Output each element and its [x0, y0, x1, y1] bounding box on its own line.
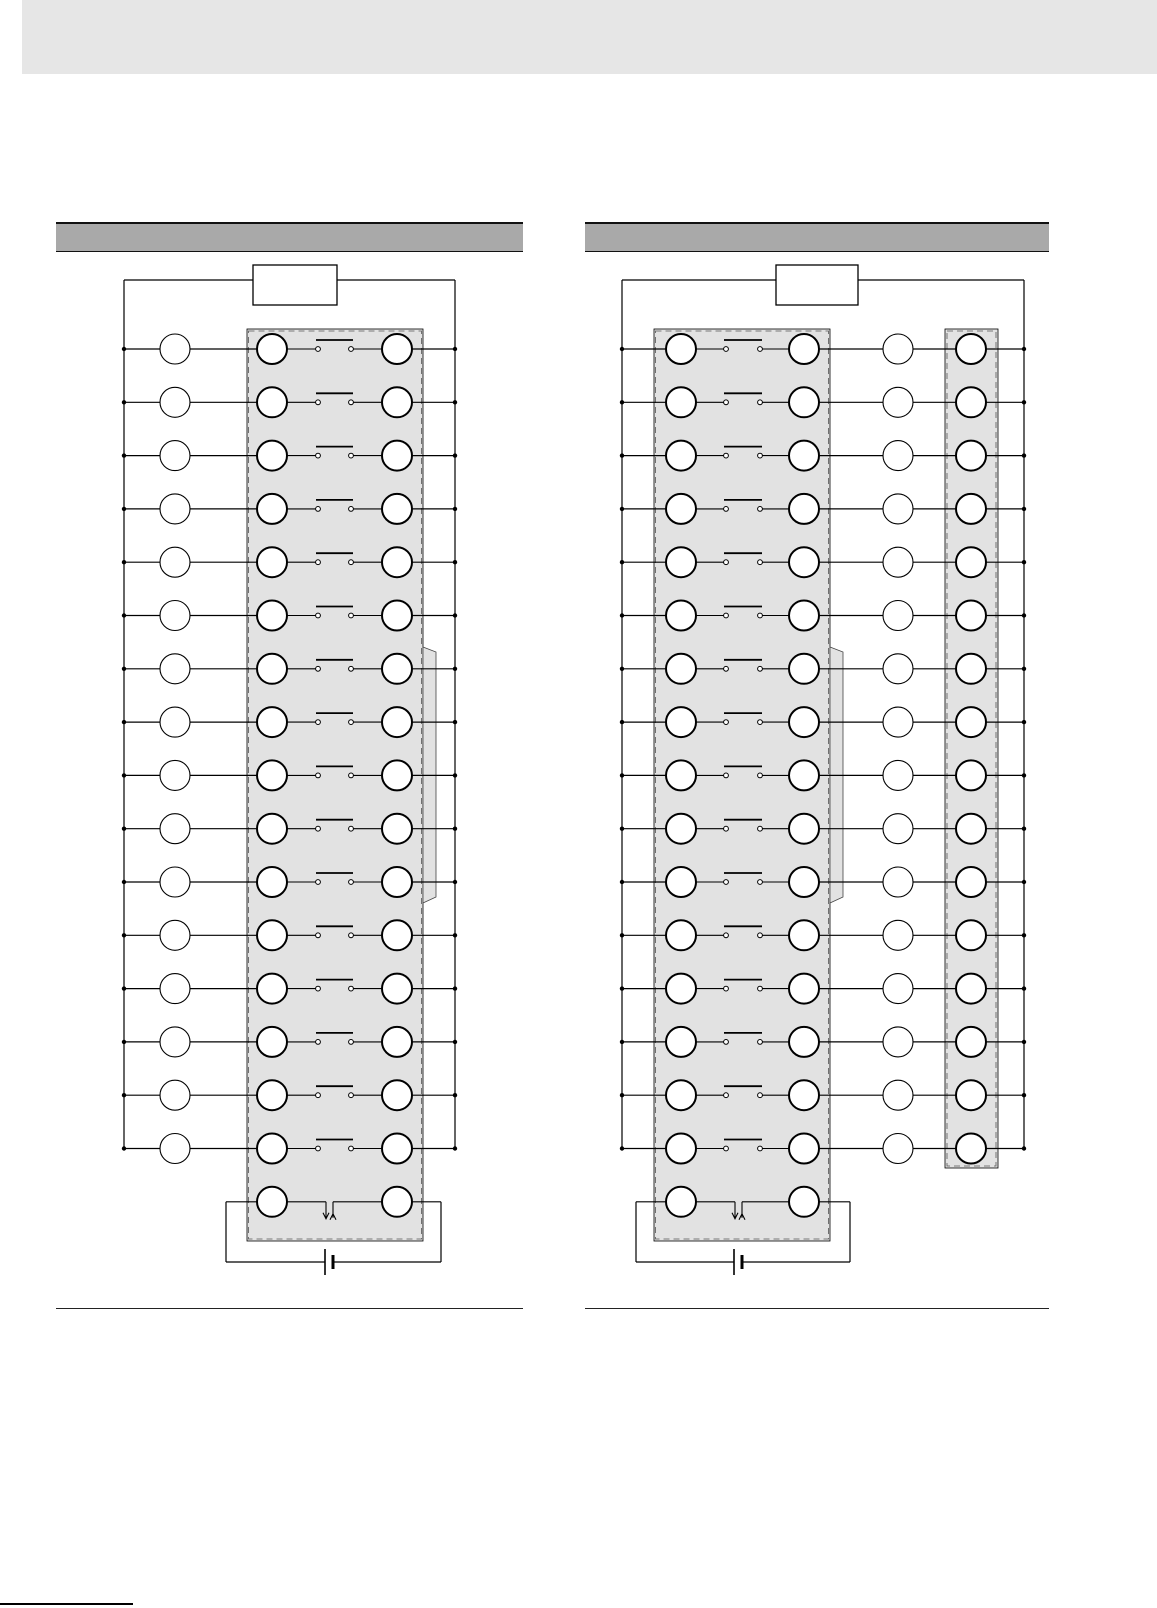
- left-input-device: [160, 601, 190, 631]
- right-common-terminal-a: [666, 1187, 696, 1217]
- right-switch-contact-a: [724, 613, 729, 618]
- right-switch-contact-b: [758, 933, 763, 938]
- right-terminal-b: [789, 974, 819, 1004]
- left-junction-left: [122, 400, 126, 404]
- left-terminal-a: [257, 920, 287, 950]
- right-junction-left: [620, 1040, 624, 1044]
- left-switch-contact-a: [316, 986, 321, 991]
- right-terminal-b: [789, 494, 819, 524]
- right-switch-contact-b: [758, 880, 763, 885]
- right-switch-contact-a: [724, 453, 729, 458]
- right-terminal-a: [666, 441, 696, 471]
- right-junction-left: [620, 827, 624, 831]
- right-strip-terminal: [956, 760, 986, 790]
- left-input-device: [160, 334, 190, 364]
- left-switch-contact-b: [349, 666, 354, 671]
- right-switch-contact-a: [724, 1040, 729, 1045]
- right-terminal-a: [666, 601, 696, 631]
- left-junction-left: [122, 347, 126, 351]
- right-strip-terminal: [956, 1027, 986, 1057]
- right-terminal-a: [666, 334, 696, 364]
- left-switch-contact-a: [316, 400, 321, 405]
- left-junction-right: [453, 1040, 457, 1044]
- right-junction-right: [1022, 667, 1026, 671]
- left-switch-contact-b: [349, 933, 354, 938]
- left-input-device: [160, 1134, 190, 1164]
- right-junction-right: [1022, 1040, 1026, 1044]
- right-junction-right: [1022, 560, 1026, 564]
- left-input-device: [160, 494, 190, 524]
- left-junction-right: [453, 773, 457, 777]
- left-switch-contact-b: [349, 400, 354, 405]
- right-switch-contact-b: [758, 1093, 763, 1098]
- right-terminal-a: [666, 387, 696, 417]
- left-terminal-b: [382, 1080, 412, 1110]
- right-top-device-box: [776, 265, 858, 305]
- right-strip-terminal: [956, 1134, 986, 1164]
- right-switch-contact-a: [724, 1146, 729, 1151]
- right-switch-contact-b: [758, 1040, 763, 1045]
- left-switch-contact-b: [349, 720, 354, 725]
- right-switch-contact-b: [758, 453, 763, 458]
- right-terminal-b: [789, 707, 819, 737]
- left-terminal-b: [382, 760, 412, 790]
- right-junction-right: [1022, 720, 1026, 724]
- right-terminal-b: [789, 387, 819, 417]
- left-top-device-box: [253, 265, 337, 305]
- left-junction-right: [453, 347, 457, 351]
- right-terminal-b: [789, 1027, 819, 1057]
- right-strip-terminal: [956, 707, 986, 737]
- left-input-device: [160, 814, 190, 844]
- left-junction-left: [122, 560, 126, 564]
- right-load-device: [883, 494, 913, 524]
- left-junction-right: [453, 507, 457, 511]
- left-switch-contact-b: [349, 880, 354, 885]
- right-junction-right: [1022, 773, 1026, 777]
- right-strip-terminal: [956, 814, 986, 844]
- right-strip-terminal: [956, 547, 986, 577]
- right-terminal-a: [666, 1027, 696, 1057]
- left-terminal-a: [257, 1080, 287, 1110]
- right-junction-left: [620, 347, 624, 351]
- left-switch-contact-a: [316, 1093, 321, 1098]
- right-terminal-a: [666, 920, 696, 950]
- right-switch-contact-a: [724, 666, 729, 671]
- left-switch-contact-a: [316, 720, 321, 725]
- left-switch-contact-a: [316, 453, 321, 458]
- left-switch-contact-a: [316, 560, 321, 565]
- right-strip-terminal: [956, 1080, 986, 1110]
- right-terminal-a: [666, 760, 696, 790]
- left-terminal-a: [257, 760, 287, 790]
- right-junction-left: [620, 1146, 624, 1150]
- left-switch-contact-b: [349, 1040, 354, 1045]
- right-strip-terminal: [956, 494, 986, 524]
- right-terminal-b: [789, 334, 819, 364]
- right-junction-left: [620, 1093, 624, 1097]
- left-terminal-b: [382, 547, 412, 577]
- right-switch-contact-a: [724, 400, 729, 405]
- left-switch-contact-b: [349, 613, 354, 618]
- footer-rule: [0, 1603, 133, 1605]
- right-switch-contact-a: [724, 986, 729, 991]
- right-strip-terminal: [956, 974, 986, 1004]
- left-input-device: [160, 1080, 190, 1110]
- right-load-device: [883, 867, 913, 897]
- left-panel-diagram: [122, 265, 457, 1275]
- left-switch-contact-b: [349, 453, 354, 458]
- left-input-device: [160, 867, 190, 897]
- right-switch-contact-b: [758, 400, 763, 405]
- left-junction-right: [453, 613, 457, 617]
- left-terminal-a: [257, 867, 287, 897]
- right-panel-diagram: [620, 265, 1026, 1275]
- left-terminal-b: [382, 654, 412, 684]
- right-switch-contact-b: [758, 773, 763, 778]
- left-input-device: [160, 547, 190, 577]
- left-junction-left: [122, 986, 126, 990]
- right-terminal-a: [666, 547, 696, 577]
- left-terminal-a: [257, 334, 287, 364]
- left-terminal-b: [382, 1027, 412, 1057]
- right-terminal-a: [666, 654, 696, 684]
- right-switch-contact-a: [724, 880, 729, 885]
- right-switch-contact-a: [724, 773, 729, 778]
- left-junction-left: [122, 933, 126, 937]
- right-switch-contact-b: [758, 826, 763, 831]
- left-junction-left: [122, 880, 126, 884]
- left-input-device: [160, 707, 190, 737]
- left-switch-contact-a: [316, 933, 321, 938]
- left-terminal-b: [382, 920, 412, 950]
- right-switch-contact-a: [724, 347, 729, 352]
- right-switch-contact-a: [724, 507, 729, 512]
- right-load-device: [883, 387, 913, 417]
- left-input-device: [160, 760, 190, 790]
- left-junction-right: [453, 1093, 457, 1097]
- right-load-device: [883, 974, 913, 1004]
- left-terminal-a: [257, 601, 287, 631]
- right-switch-contact-b: [758, 1146, 763, 1151]
- right-load-device: [883, 760, 913, 790]
- left-junction-right: [453, 933, 457, 937]
- right-junction-left: [620, 986, 624, 990]
- left-junction-right: [453, 827, 457, 831]
- right-strip-terminal: [956, 387, 986, 417]
- left-input-device: [160, 441, 190, 471]
- right-junction-right: [1022, 400, 1026, 404]
- left-terminal-b: [382, 974, 412, 1004]
- right-load-device: [883, 814, 913, 844]
- right-strip-terminal: [956, 867, 986, 897]
- left-terminal-a: [257, 494, 287, 524]
- right-switch-contact-a: [724, 560, 729, 565]
- left-input-device: [160, 1027, 190, 1057]
- right-junction-left: [620, 773, 624, 777]
- left-switch-contact-a: [316, 666, 321, 671]
- left-terminal-b: [382, 601, 412, 631]
- left-junction-left: [122, 507, 126, 511]
- left-switch-contact-a: [316, 347, 321, 352]
- right-strip-terminal: [956, 601, 986, 631]
- left-junction-right: [453, 560, 457, 564]
- right-panel-bottom-rule: [585, 1308, 1049, 1309]
- left-junction-right: [453, 986, 457, 990]
- right-load-device: [883, 1080, 913, 1110]
- right-junction-right: [1022, 507, 1026, 511]
- right-load-device: [883, 334, 913, 364]
- left-panel-bottom-rule: [56, 1308, 523, 1309]
- left-switch-contact-a: [316, 613, 321, 618]
- right-junction-right: [1022, 1093, 1026, 1097]
- right-terminal-b: [789, 547, 819, 577]
- left-junction-left: [122, 720, 126, 724]
- right-switch-contact-b: [758, 666, 763, 671]
- right-switch-contact-b: [758, 720, 763, 725]
- right-strip-terminal: [956, 920, 986, 950]
- left-switch-contact-b: [349, 773, 354, 778]
- right-switch-contact-b: [758, 560, 763, 565]
- left-common-terminal-b: [382, 1187, 412, 1217]
- right-junction-left: [620, 560, 624, 564]
- left-terminal-a: [257, 1027, 287, 1057]
- left-common-terminal-a: [257, 1187, 287, 1217]
- right-junction-right: [1022, 986, 1026, 990]
- right-switch-contact-a: [724, 720, 729, 725]
- left-terminal-b: [382, 334, 412, 364]
- left-junction-left: [122, 667, 126, 671]
- left-input-device: [160, 387, 190, 417]
- right-terminal-b: [789, 760, 819, 790]
- right-junction-right: [1022, 1146, 1026, 1150]
- right-switch-contact-a: [724, 826, 729, 831]
- right-junction-left: [620, 507, 624, 511]
- left-terminal-a: [257, 1134, 287, 1164]
- right-load-device: [883, 707, 913, 737]
- right-junction-right: [1022, 347, 1026, 351]
- right-junction-left: [620, 453, 624, 457]
- right-terminal-a: [666, 814, 696, 844]
- left-junction-right: [453, 667, 457, 671]
- left-junction-left: [122, 1093, 126, 1097]
- left-switch-contact-a: [316, 826, 321, 831]
- right-terminal-b: [789, 867, 819, 897]
- right-junction-right: [1022, 613, 1026, 617]
- right-junction-left: [620, 880, 624, 884]
- left-terminal-b: [382, 494, 412, 524]
- right-terminal-a: [666, 974, 696, 1004]
- right-switch-contact-b: [758, 347, 763, 352]
- left-terminal-a: [257, 387, 287, 417]
- right-load-device: [883, 441, 913, 471]
- right-load-device: [883, 1027, 913, 1057]
- left-terminal-b: [382, 1134, 412, 1164]
- left-junction-left: [122, 1146, 126, 1150]
- left-input-device: [160, 974, 190, 1004]
- left-switch-contact-a: [316, 507, 321, 512]
- right-terminal-b: [789, 814, 819, 844]
- right-terminal-a: [666, 494, 696, 524]
- right-junction-left: [620, 613, 624, 617]
- right-junction-left: [620, 933, 624, 937]
- left-junction-left: [122, 827, 126, 831]
- right-terminal-b: [789, 654, 819, 684]
- left-junction-right: [453, 880, 457, 884]
- left-switch-contact-a: [316, 1146, 321, 1151]
- right-load-device: [883, 601, 913, 631]
- left-junction-left: [122, 773, 126, 777]
- left-input-device: [160, 654, 190, 684]
- right-terminal-a: [666, 867, 696, 897]
- right-terminal-a: [666, 707, 696, 737]
- right-terminal-b: [789, 920, 819, 950]
- right-strip-terminal: [956, 334, 986, 364]
- left-junction-right: [453, 720, 457, 724]
- right-switch-contact-b: [758, 613, 763, 618]
- left-terminal-b: [382, 387, 412, 417]
- right-junction-left: [620, 720, 624, 724]
- left-junction-left: [122, 453, 126, 457]
- left-terminal-b: [382, 867, 412, 897]
- left-switch-contact-b: [349, 1146, 354, 1151]
- left-terminal-a: [257, 974, 287, 1004]
- right-junction-right: [1022, 933, 1026, 937]
- left-junction-left: [122, 1040, 126, 1044]
- left-junction-left: [122, 613, 126, 617]
- right-junction-left: [620, 400, 624, 404]
- left-switch-contact-b: [349, 986, 354, 991]
- left-terminal-a: [257, 547, 287, 577]
- left-switch-contact-a: [316, 880, 321, 885]
- right-load-device: [883, 654, 913, 684]
- right-switch-contact-b: [758, 986, 763, 991]
- left-terminal-a: [257, 441, 287, 471]
- right-junction-right: [1022, 453, 1026, 457]
- left-input-device: [160, 920, 190, 950]
- left-switch-contact-b: [349, 347, 354, 352]
- right-junction-right: [1022, 827, 1026, 831]
- left-switch-contact-b: [349, 560, 354, 565]
- left-junction-right: [453, 453, 457, 457]
- right-common-terminal-b: [789, 1187, 819, 1217]
- left-switch-contact-b: [349, 826, 354, 831]
- right-terminal-a: [666, 1134, 696, 1164]
- left-switch-contact-a: [316, 773, 321, 778]
- right-junction-right: [1022, 880, 1026, 884]
- right-strip-terminal: [956, 441, 986, 471]
- left-terminal-a: [257, 707, 287, 737]
- right-terminal-a: [666, 1080, 696, 1110]
- right-terminal-b: [789, 441, 819, 471]
- right-terminal-b: [789, 1134, 819, 1164]
- left-switch-contact-a: [316, 1040, 321, 1045]
- left-terminal-a: [257, 814, 287, 844]
- right-switch-contact-a: [724, 933, 729, 938]
- left-terminal-b: [382, 707, 412, 737]
- left-switch-contact-b: [349, 507, 354, 512]
- right-terminal-b: [789, 1080, 819, 1110]
- right-junction-left: [620, 667, 624, 671]
- right-switch-contact-a: [724, 1093, 729, 1098]
- right-strip-terminal: [956, 654, 986, 684]
- right-terminal-b: [789, 601, 819, 631]
- right-load-device: [883, 920, 913, 950]
- left-terminal-a: [257, 654, 287, 684]
- right-switch-contact-b: [758, 507, 763, 512]
- left-terminal-b: [382, 441, 412, 471]
- left-junction-right: [453, 1146, 457, 1150]
- right-load-device: [883, 1134, 913, 1164]
- right-load-device: [883, 547, 913, 577]
- left-switch-contact-b: [349, 1093, 354, 1098]
- left-terminal-b: [382, 814, 412, 844]
- left-junction-right: [453, 400, 457, 404]
